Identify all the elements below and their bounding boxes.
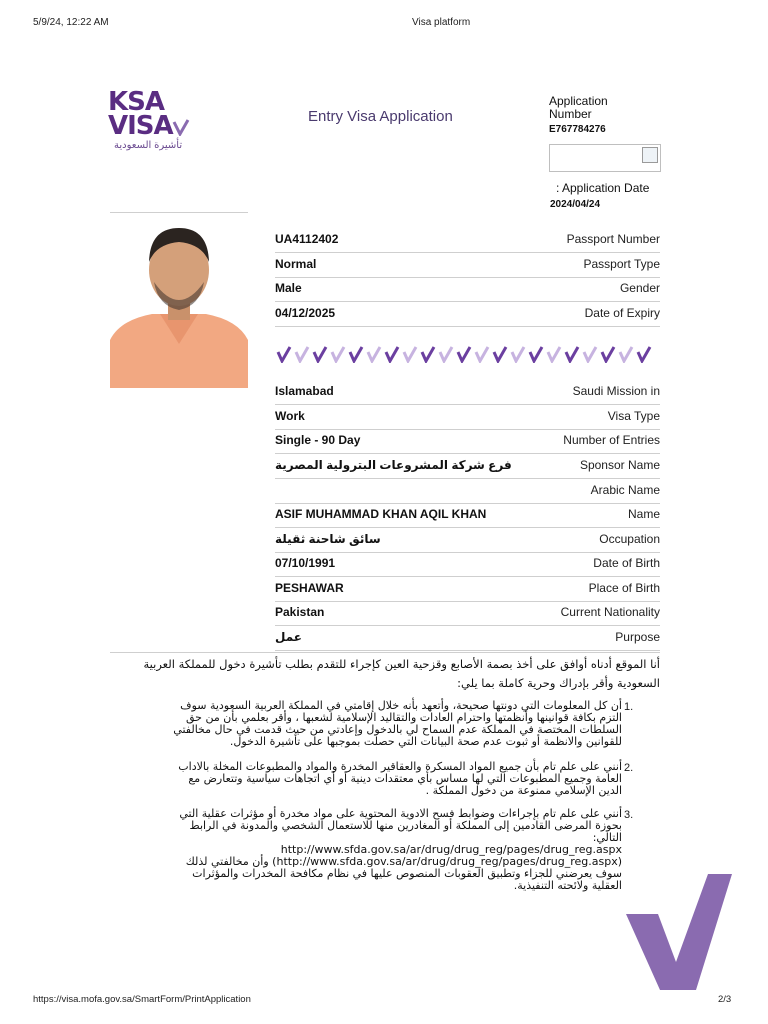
field-label: Occupation: [599, 532, 660, 546]
declaration-line: الدين الإسلامي ممنوعة من دخول المملكة .: [425, 784, 622, 797]
field-value: Work: [275, 409, 305, 423]
security-check-icon: [456, 345, 472, 363]
security-check-icon: [330, 345, 346, 363]
declaration-intro-line1: أنا الموقع أدناه أوافق على أخذ بصمة الأصابع وقزحية العين كإجراء للتقدم بطلب تأشيرة دخول للمملكة العربية: [143, 657, 660, 671]
field-label: Saudi Mission in: [572, 384, 660, 398]
field-value: Male: [275, 281, 302, 295]
field-value: عمل: [275, 630, 302, 644]
field-passport-type: [275, 253, 660, 278]
field-value: ASIF MUHAMMAD KHAN AQIL KHAN: [275, 507, 487, 521]
logo-line2: [108, 111, 198, 141]
security-check-icon: [438, 345, 454, 363]
barcode-image: [549, 144, 661, 172]
field-label: Current Nationality: [560, 605, 660, 619]
application-number-block: [549, 95, 608, 135]
security-check-icon: [348, 345, 364, 363]
field-value: سائق شاحنة ثقيلة: [275, 532, 381, 546]
security-check-icon: [402, 345, 418, 363]
page-title: Entry Visa Application: [308, 108, 453, 125]
security-check-icon: [294, 345, 310, 363]
field-value: UA4112402: [275, 232, 339, 246]
application-number-label-2: Number: [549, 107, 592, 121]
field-passport-number: [275, 228, 660, 253]
print-datetime: 5/9/24, 12:22 AM: [33, 17, 109, 28]
field-label: Arabic Name: [590, 483, 660, 497]
declaration-line: أنني على علم تام بإجراءات وضوابط فسح الادوية المحتوية على مواد مخدرة أو مؤثرات عقلية التي: [179, 807, 622, 820]
field-value: 04/12/2025: [275, 306, 336, 320]
field-date-of-birth: [275, 552, 660, 577]
field-label: Name: [627, 507, 660, 521]
application-number-label-1: Application: [549, 94, 608, 108]
security-checkmark-strip: [276, 345, 660, 363]
field-value: Islamabad: [275, 384, 334, 398]
security-check-icon: [600, 345, 616, 363]
field-label: Passport Number: [566, 232, 660, 246]
declaration-line: التالي:: [592, 831, 622, 844]
declaration-intro-line2: السعودية وأقر بإدراك وحرية كاملة بما يلي:: [457, 676, 660, 690]
field-label: Place of Birth: [588, 581, 660, 595]
field-number-of-entries: [275, 429, 660, 454]
field-occupation: [275, 528, 660, 553]
declaration-item-1: [120, 700, 622, 748]
sfda-link[interactable]: http://www.sfda.gov.sa/ar/drug/drug_reg/pages/drug_reg.aspx: [280, 843, 622, 856]
declaration-line: للقوانين والانظمة أو ثبوت عدم صحة البيانات التي حصلت بموجبها على تأشيرة الدخول.: [229, 735, 622, 748]
security-check-icon: [618, 345, 634, 363]
field-purpose: [275, 626, 660, 651]
print-url: https://visa.mofa.gov.sa/SmartForm/PrintApplication: [33, 994, 251, 1005]
application-number: E767784276: [549, 124, 606, 135]
field-value: Pakistan: [275, 605, 325, 619]
security-check-icon: [384, 345, 400, 363]
declaration-item-number: 1.: [624, 701, 634, 713]
security-check-icon: [492, 345, 508, 363]
security-check-icon: [366, 345, 382, 363]
broken-image-icon: [642, 147, 658, 163]
field-label: Purpose: [615, 630, 660, 644]
ksa-visa-logo: [108, 87, 198, 151]
security-check-icon: [510, 345, 526, 363]
field-gender: [275, 277, 660, 302]
declaration-item-2: [120, 761, 622, 797]
field-current-nationality: [275, 601, 660, 626]
applicant-photo-avatar: [110, 222, 248, 388]
declaration-divider: [110, 652, 660, 653]
logo-arabic: تأشيرة السعودية: [114, 140, 183, 151]
declaration-item-number: 3.: [624, 809, 634, 821]
declaration-item-3: [120, 808, 622, 892]
declaration-line: أنني على علم تام بأن جميع المواد المسكرة والعقاقير المخدرة والمواد والمطبوعات المخلة بالاداب: [178, 760, 622, 773]
field-place-of-birth: [275, 577, 660, 602]
security-check-icon: [276, 345, 292, 363]
print-page-number: 2/3: [718, 994, 732, 1005]
field-value: 07/10/1991: [275, 556, 336, 570]
security-check-icon: [582, 345, 598, 363]
declaration-line: السلطات المختصة في المملكة عدم السماح لي بالدخول وإعادتي من حيث قدمت في حال مخالفتي: [173, 723, 622, 736]
security-check-icon: [420, 345, 436, 363]
field-value: Single - 90 Day: [275, 433, 361, 447]
field-saudi-mission: [275, 380, 660, 405]
declaration-line: العامة وجميع المطبوعات التي لها مساس بأي معتقدات دينية أو أي اتجاهات سياسية وتتعارض مع: [188, 772, 622, 785]
field-sponsor-name: [275, 454, 660, 479]
field-name: [275, 503, 660, 528]
field-label: Passport Type: [583, 257, 660, 271]
security-check-icon: [312, 345, 328, 363]
applicant-photo: [110, 222, 248, 388]
declaration-line: بحوزة المرضى القادمين إلى المملكة أو المغادرين منها للاستعمال الشخصي والمدونة في الرابط: [189, 819, 622, 832]
field-label: Date of Expiry: [584, 306, 660, 320]
logo-check-icon: [172, 118, 190, 136]
field-arabic-name: [275, 479, 660, 504]
declaration-item-number: 2.: [624, 762, 634, 774]
logo-line2-text: VISA: [108, 111, 173, 141]
declaration-line: سوف يعرضني للجزاء وتطبيق العقوبات المنصوص عليها في نظام مكافحة المخدرات والمؤثرات: [192, 867, 622, 880]
declaration-intro: [110, 655, 660, 693]
security-check-icon: [528, 345, 544, 363]
application-date: 2024/04/24: [550, 199, 601, 210]
watermark-check-icon: [622, 870, 734, 990]
security-check-icon: [546, 345, 562, 363]
field-label: Number of Entries: [563, 433, 660, 447]
field-date-of-expiry: [275, 302, 660, 327]
declaration-line: التزم بكافة قوانينها وأنظمتها واحترام العادات والتقاليد الإسلامية لشعبها ، وأقر بعلمي بأن من حق: [185, 711, 622, 724]
application-date-label: : Application Date: [556, 181, 650, 195]
field-label: Sponsor Name: [579, 458, 660, 472]
field-value: فرع شركة المشروعات البترولية المصرية: [275, 458, 512, 472]
print-page-title: Visa platform: [412, 17, 471, 28]
security-check-icon: [474, 345, 490, 363]
field-value: Normal: [275, 257, 317, 271]
field-label: Visa Type: [607, 409, 660, 423]
security-check-icon: [636, 345, 652, 363]
security-check-icon: [564, 345, 580, 363]
declaration-line: (http://www.sfda.gov.sa/ar/drug/drug_reg/pages/drug_reg.aspx) وأن مخالفتي لذلك: [185, 855, 622, 868]
field-visa-type: [275, 405, 660, 430]
field-label: Gender: [619, 281, 660, 295]
logo-line1: KSA: [108, 87, 164, 117]
declaration-line: أن كل المعلومات التي دونتها صحيحة، وأتعهد بأنه خلال إقامتي في المملكة العربية السعودية سوف: [180, 699, 622, 712]
declaration-line: العقلية ولائحته التنفيذية.: [513, 879, 622, 892]
field-value: PESHAWAR: [275, 581, 344, 595]
field-label: Date of Birth: [593, 556, 660, 570]
photo-top-divider: [110, 212, 248, 213]
